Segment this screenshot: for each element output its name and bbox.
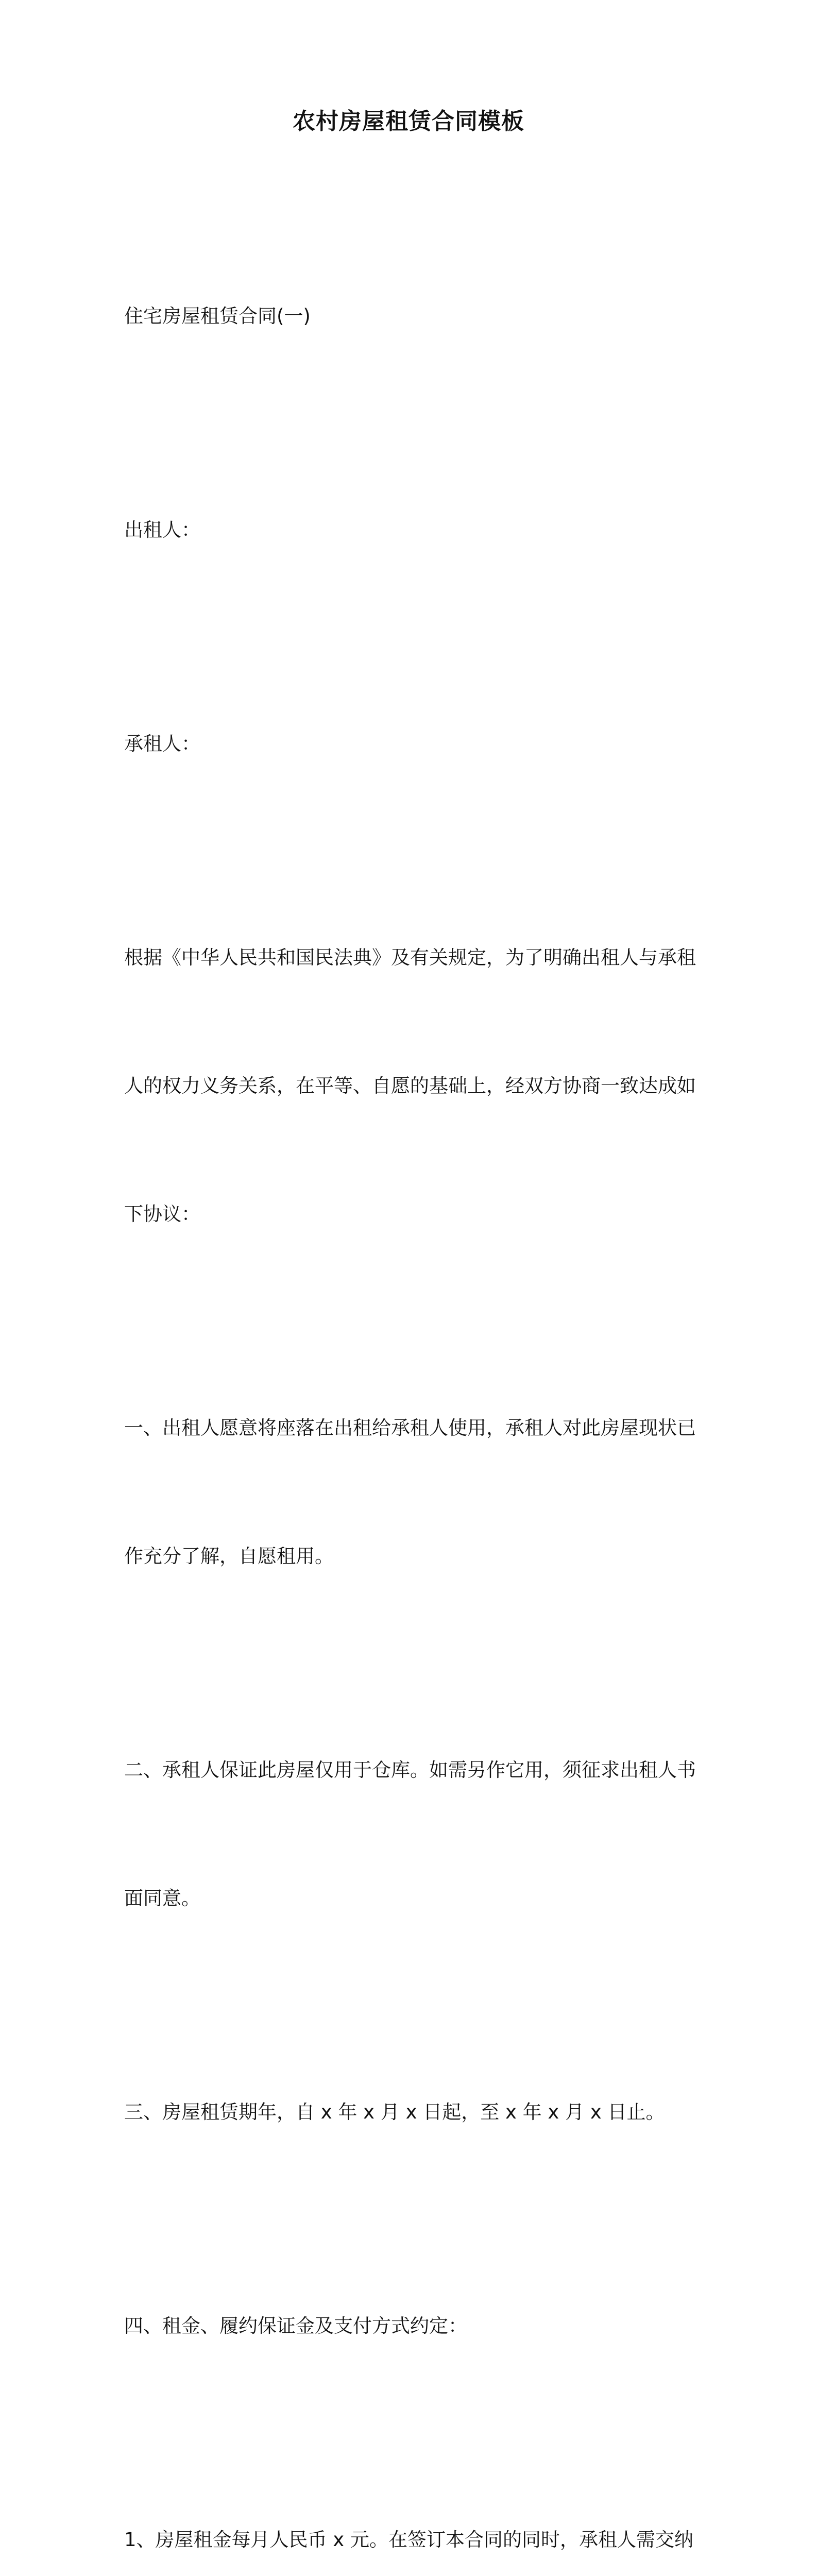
text-line: 作充分了解，自愿租用。 — [124, 1545, 334, 1567]
clause-3 — [124, 2005, 701, 2219]
text-line: 根据《中华人民共和国民法典》及有关规定，为了明确出租人与承租 — [124, 946, 696, 969]
text-line: 人的权力义务关系，在平等、自愿的基础上，经双方协商一致达成如 — [124, 1075, 696, 1097]
paragraph-preamble — [124, 851, 701, 1321]
clause-1 — [124, 1321, 701, 1663]
text-line: 一、出租人愿意将座落在出租给承租人使用，承租人对此房屋现状已 — [124, 1417, 696, 1439]
clause-4 — [124, 2219, 701, 2433]
text-line: 住宅房屋租赁合同(一) — [124, 305, 311, 327]
text-line: 三、房屋租赁期年，自 x 年 x 月 x 日起，至 x 年 x 月 x 日止。 — [124, 2101, 665, 2123]
contract-subtitle — [124, 209, 701, 423]
document-title: 农村房屋租赁合同模板 — [293, 108, 524, 134]
clause-4-1 — [124, 2433, 701, 2576]
document-body — [124, 209, 701, 2576]
text-line: 1、房屋租金每月人民币 x 元。在签订本合同的同时，承租人需交纳 — [124, 2529, 693, 2551]
text-line: 下协议： — [124, 1203, 200, 1225]
text-line: 二、承租人保证此房屋仅用于仓库。如需另作它用，须征求出租人书 — [124, 1759, 696, 1781]
text-line: 四、租金、履约保证金及支付方式约定： — [124, 2315, 467, 2337]
lessee-field — [124, 637, 701, 851]
text-line: 面同意。 — [124, 1887, 200, 1909]
lessor-label: 出租人： — [124, 519, 200, 541]
lessor-field — [124, 423, 701, 637]
lessee-label: 承租人： — [124, 733, 200, 755]
clause-2 — [124, 1663, 701, 2005]
